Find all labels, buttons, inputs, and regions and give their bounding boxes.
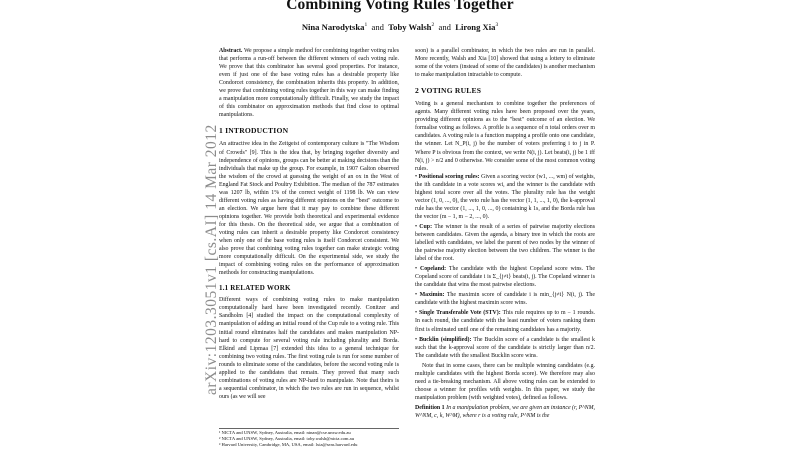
rule-text: The maximin score of candidate i is min_{j≠i} N(i, j). The candidate with the highest maximin score wins. bbox=[415, 292, 595, 307]
right-column bbox=[415, 47, 595, 420]
voting-rules-heading: 2 VOTING RULES bbox=[415, 86, 482, 96]
footnotes bbox=[219, 428, 399, 448]
rule-text: Given a scoring vector (w1, ..., wm) of weights, the ith candidate in a vote scores wi, and the winner is the candidate with highest total score over all the votes. The plurality rule has the weight vector (1, 0, ..., 0), the veto rule has the vector (1, 1, ..., 1, 0), the k-approval rule has the vector (1, ..., 1, 0, ..., 0) containing k 1s, and the Borda rule has the vector (m − 1, m − 2, ..., 0). bbox=[415, 173, 595, 220]
right-continuation-paragraph: soon) is a parallel combinator, in which the two rules are run in parallel. More recently, Walsh and Xia [10] showed that using a lottery to eliminate some of the voters (instead of some of the candidates) is another mechanism to make manipulation intractable to compute. bbox=[415, 48, 595, 79]
abstract-text: We propose a simple method for combining together voting rules that performs a run-off between the different winners of each voting rule. We prove that this combinator has several good properties. For instance, even if just one of the base voting rules has a desirable property like Condorcet consistency, the combination inherits this property. In addition, we prove that combining voting rules together in this way can make finding a manipulation more computationally difficult. Finally, we study the impact of this combinator on approximation methods that find close to optimal manipulations. bbox=[219, 48, 399, 119]
author-3: Lirong Xia bbox=[455, 22, 496, 32]
rule-name: Positional scoring rules: bbox=[418, 173, 480, 180]
intro-heading: 1 INTRODUCTION bbox=[219, 126, 289, 136]
left-column bbox=[219, 47, 399, 401]
rule-name: Copeland: bbox=[419, 266, 447, 273]
rule-item: • Cup: The winner is the result of a series of pairwise majority elections between candidates. Given the agenda, a binary tree in which the roots are labelled with candidates, we label the parent of two nodes by the winner of the pairwise majority election between the two children. The winner is the label of the root. bbox=[415, 223, 595, 263]
footnote-3: ³ Harvard University, Cambridge, MA, USA, email: lxia@seas.harvard.edu bbox=[219, 442, 358, 447]
author-1: Nina Narodytska bbox=[301, 22, 365, 32]
abstract-label: Abstract. bbox=[219, 48, 243, 54]
rule-name: Cup: bbox=[419, 223, 433, 230]
author-1-mark: 1 bbox=[364, 22, 368, 29]
author-and-1: and bbox=[371, 22, 384, 32]
paper-title: Combining Voting Rules Together bbox=[286, 0, 514, 13]
arxiv-watermark: arXiv:1203.3051v1 [cs.AI] 14 Mar 2012 bbox=[203, 124, 220, 395]
rule-item: • Single Transferable Vote (STV): This rule requires up to m − 1 rounds. In each round, the candidate with the least number of voters ranking them first is eliminated until one of the remaining candidates has a majority. bbox=[415, 310, 595, 333]
rule-item: • Bucklin (simplified): The Bucklin score of a candidate is the smallest k such that the k-approval score of the candidate is strictly larger than n/2. The candidate with the smallest Bucklin score wins. bbox=[415, 336, 595, 359]
rule-text: This rule requires up to m − 1 rounds. In each round, the candidate with the least number of voters ranking them first is eliminated until one of the remaining candidates has a majority. bbox=[415, 310, 595, 333]
rule-item: • Positional scoring rules: Given a scoring vector (w1, ..., wm) of weights, the ith candidate in a vote scores wi, and the winner is the candidate with highest total score over all the votes. The plurality rule has the weight vector (1, 0, ..., 0), the veto rule has the vector (1, 1, ..., 1, 0), the k-approval rule has the vector (1, ..., 1, 0, ..., 0) containing k 1s, and the Borda rule has the vector (m − 1, m − 2, ..., 0). bbox=[415, 173, 595, 220]
definition-text: In a manipulation problem, we are given an instance (r, P^NM, W^NM, c, k, W^M), where r is a voting rule, P^NM is the bbox=[415, 404, 595, 419]
author-3-mark: 3 bbox=[495, 22, 499, 29]
rule-item: • Copeland: The candidate with the highest Copeland score wins. The Copeland score of candidate i is Σ_{j≠i} beats(i, j). The Copeland winner is the candidate that wins the most pairwise elections. bbox=[415, 266, 595, 289]
author-2: Toby Walsh bbox=[388, 22, 432, 32]
author-and-2: and bbox=[438, 22, 451, 32]
voting-rules-paragraph: Voting is a general mechanism to combine together the preferences of agents. Many different voting rules have been proposed over the years, providing different opinions as to the "best" outcome of an election. We formalise voting as follows. A profile is a sequence of n total orders over m candidates. A voting rule is a function mapping a profile onto one candidate, the winner. Let N_P(i, j) be the number of voters preferring i to j in P. Where P is obvious from the context, we write N(i, j). Let beats(i, j) be 1 iff N(i, j) > n/2 and 0 otherwise. We consider some of the most common voting rules. bbox=[415, 101, 595, 172]
rule-item: • Maximin: The maximin score of candidate i is min_{j≠i} N(i, j). The candidate with the highest maximin score wins. bbox=[415, 292, 595, 307]
intro-paragraph: An attractive idea in the Zeitgeist of contemporary culture is "The Wisdom of Crowds" [9]. This is the idea that, by bringing together diversity and independence of opinions, groups can be better at making decisions than the individuals that make up the group. For example, in 1907 Galton observed the wisdom of the crowd at guessing the weight of an ox in the West of England Fat Stock and Poultry Exhibition. The median of the 787 estimates was 1207 lb, within 1% of the correct weight of 1198 lb. We can view different voting rules as having different opinions on the "best" outcome to an election. We argue here that it may pay to combine these different opinions together. We provide both theoretical and experimental evidence for this thesis. On the theoretical side, we argue that a combination of voting rules can inherit a desirable property like Condorcet consistency when only one of the base voting rules is itself Condorcet consistent. We also prove that combining voting rules together can make strategic voting more computationally difficult. On the experimental side, we study the impact of combining voting rules on the performance of approximation methods for constructing manipulations. bbox=[219, 141, 399, 277]
rule-text: The winner is the result of a series of pairwise majority elections between candidates. Given the agenda, a binary tree in which the roots are labelled with candidates, we label the parent of two nodes by the winner of the pairwise majority election between the two children. The winner is the label of the root. bbox=[415, 223, 595, 263]
related-work-paragraph: Different ways of combining voting rules to make manipulation computationally hard have been investigated recently. Conitzer and Sandholm [4] studied the impact on the computational complexity of manipulation of adding an initial round of the Cup rule to a voting rule. This initial round eliminates half the candidates and makes manipulation NP-hard to compute for several voting rule including plurality and Borda. Elkind and Lipmaa [7] extended this idea to a general technique for combining two voting rules. The first voting rule is run for some number of rounds to eliminate some of the candidates, before the second voting rule is applied to the candidates that remain. They proved that many such combinations of voting rules are NP-hard to manipulate. Note that theirs is a sequential combinator, in which the two rules are run in sequence, whilst ours (as we will see bbox=[219, 297, 400, 400]
author-line bbox=[0, 22, 800, 32]
tie-breaking-paragraph: Note that in some cases, there can be multiple winning candidates (e.g. multiple candidates with the highest Borda score). We therefore may also need a tie-breaking mechanism. All above voting rules can be extended to choose a winner for profiles with weights. In this paper, we study the manipulation problem (with weighted votes), defined as follows. bbox=[415, 362, 595, 401]
rule-name: Single Transferable Vote (STV): bbox=[418, 310, 501, 317]
rule-text: The candidate with the highest Copeland score wins. The Copeland score of candidate i is Σ_{j≠i} beats(i, j). The Copeland winner is the candidate that wins the most pairwise elections. bbox=[415, 266, 595, 289]
rule-name: Maximin: bbox=[419, 292, 445, 299]
footnote-2: ² NICTA and UNSW, Sydney, Australia, email: toby.walsh@nicta.com.au bbox=[219, 436, 354, 441]
abstract bbox=[219, 47, 399, 119]
rule-text: The Bucklin score of a candidate is the smallest k such that the k-approval score of the candidate is strictly larger than n/2. The candidate with the smallest Bucklin score wins. bbox=[415, 336, 595, 359]
definition-paragraph bbox=[415, 404, 595, 420]
definition-label: Definition 1 bbox=[415, 404, 445, 411]
related-work-heading: 1.1 RELATED WORK bbox=[219, 284, 291, 293]
footnote-1: ¹ NICTA and UNSW, Sydney, Australia, email: ninan@cse.unsw.edu.au bbox=[219, 430, 351, 435]
author-2-mark: 2 bbox=[431, 22, 435, 29]
rule-name: Bucklin (simplified): bbox=[419, 336, 472, 343]
